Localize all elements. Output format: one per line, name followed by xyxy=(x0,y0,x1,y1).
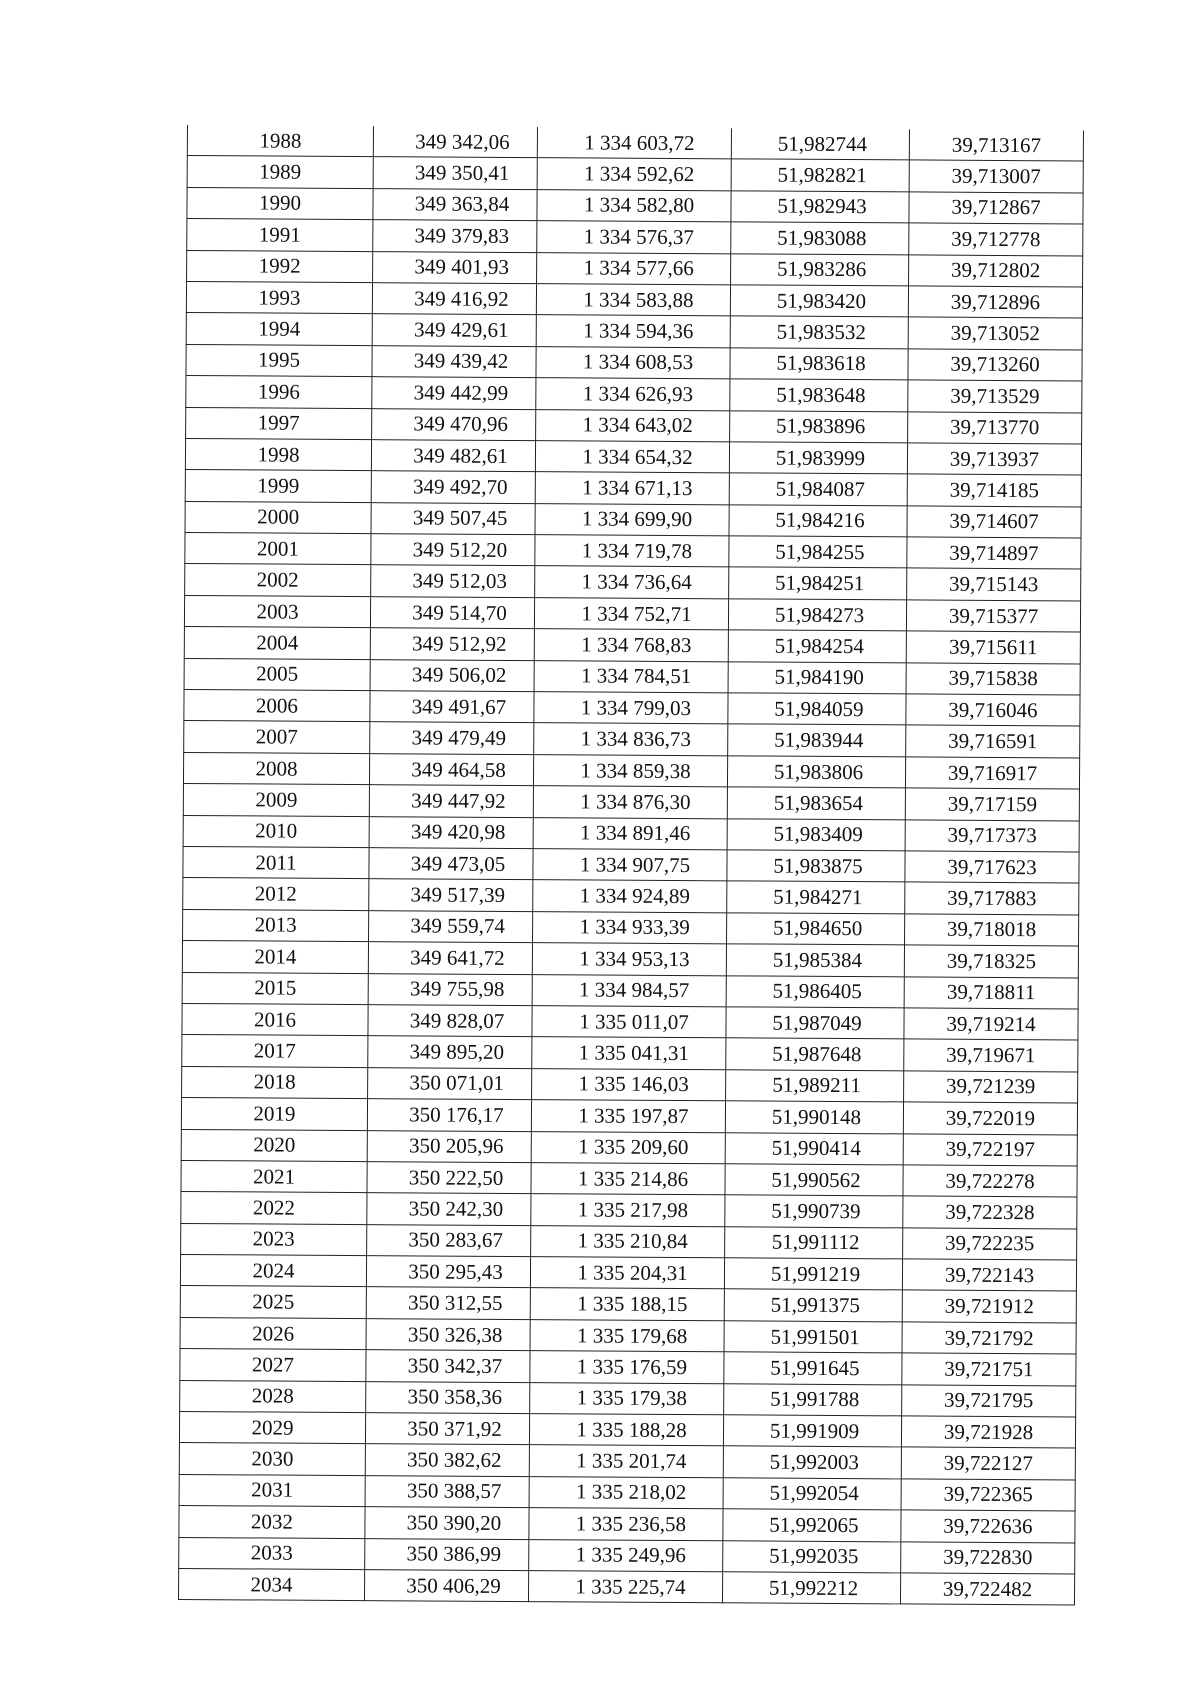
y-coordinate-cell: 1 334 583,88 xyxy=(536,284,730,317)
year-cell: 2021 xyxy=(181,1160,367,1193)
y-coordinate-cell: 1 335 204,31 xyxy=(530,1257,724,1290)
y-coordinate-cell: 1 335 249,96 xyxy=(529,1539,723,1572)
longitude-cell: 39,715377 xyxy=(906,600,1080,632)
latitude-cell: 51,982744 xyxy=(731,128,909,160)
y-coordinate-cell: 1 334 876,30 xyxy=(533,786,727,819)
longitude-cell: 39,721792 xyxy=(902,1322,1076,1354)
longitude-cell: 39,722127 xyxy=(901,1447,1075,1479)
x-coordinate-cell: 349 491,67 xyxy=(370,691,534,723)
longitude-cell: 39,719671 xyxy=(904,1039,1078,1071)
x-coordinate-cell: 349 350,41 xyxy=(373,157,537,189)
y-coordinate-cell: 1 334 924,89 xyxy=(533,880,727,913)
x-coordinate-cell: 349 342,06 xyxy=(373,126,537,158)
longitude-cell: 39,717159 xyxy=(905,788,1079,820)
longitude-cell: 39,715143 xyxy=(907,568,1081,600)
latitude-cell: 51,991645 xyxy=(724,1352,902,1384)
x-coordinate-cell: 349 512,92 xyxy=(370,628,534,660)
year-cell: 1996 xyxy=(186,376,372,409)
year-cell: 1992 xyxy=(187,250,373,283)
table-row xyxy=(178,1568,1074,1605)
y-coordinate-cell: 1 334 719,78 xyxy=(535,535,729,568)
x-coordinate-cell: 349 641,72 xyxy=(368,942,532,974)
latitude-cell: 51,983420 xyxy=(730,285,908,317)
year-cell: 1994 xyxy=(186,313,372,346)
year-cell: 2024 xyxy=(180,1255,366,1288)
x-coordinate-cell: 350 386,99 xyxy=(365,1538,529,1570)
x-coordinate-cell: 350 295,43 xyxy=(366,1256,530,1288)
year-cell: 2006 xyxy=(184,690,370,723)
year-cell: 2031 xyxy=(179,1474,365,1507)
x-coordinate-cell: 349 559,74 xyxy=(369,910,533,942)
coordinates-table xyxy=(178,125,1084,1606)
y-coordinate-cell: 1 334 654,32 xyxy=(535,441,729,474)
year-cell: 2019 xyxy=(181,1098,367,1131)
y-coordinate-cell: 1 334 671,13 xyxy=(535,472,729,505)
latitude-cell: 51,991909 xyxy=(723,1415,901,1447)
y-coordinate-cell: 1 334 984,57 xyxy=(532,974,726,1007)
year-cell: 2005 xyxy=(184,658,370,691)
year-cell: 2015 xyxy=(182,972,368,1005)
y-coordinate-cell: 1 334 592,62 xyxy=(537,158,731,191)
longitude-cell: 39,721751 xyxy=(902,1353,1076,1385)
year-cell: 1989 xyxy=(187,156,373,189)
y-coordinate-cell: 1 334 752,71 xyxy=(534,597,728,630)
latitude-cell: 51,984255 xyxy=(729,536,907,568)
year-cell: 2027 xyxy=(180,1349,366,1382)
latitude-cell: 51,984650 xyxy=(727,913,905,945)
year-cell: 1999 xyxy=(185,470,371,503)
year-cell: 2011 xyxy=(183,846,369,879)
year-cell: 2003 xyxy=(184,595,370,628)
longitude-cell: 39,717883 xyxy=(905,882,1079,914)
latitude-cell: 51,983806 xyxy=(727,756,905,788)
x-coordinate-cell: 349 514,70 xyxy=(370,596,534,628)
longitude-cell: 39,718325 xyxy=(904,945,1078,977)
year-cell: 2001 xyxy=(185,533,371,566)
longitude-cell: 39,713167 xyxy=(909,129,1083,161)
y-coordinate-cell: 1 335 197,87 xyxy=(531,1100,725,1133)
longitude-cell: 39,722235 xyxy=(903,1228,1077,1260)
longitude-cell: 39,713260 xyxy=(908,349,1082,381)
x-coordinate-cell: 349 512,03 xyxy=(371,565,535,597)
year-cell: 2013 xyxy=(183,909,369,942)
longitude-cell: 39,717623 xyxy=(905,851,1079,883)
longitude-cell: 39,721795 xyxy=(902,1385,1076,1417)
year-cell: 2004 xyxy=(184,627,370,660)
latitude-cell: 51,992035 xyxy=(723,1540,901,1572)
longitude-cell: 39,718811 xyxy=(904,976,1078,1008)
latitude-cell: 51,985384 xyxy=(726,944,904,976)
x-coordinate-cell: 349 828,07 xyxy=(368,1005,532,1037)
y-coordinate-cell: 1 334 577,66 xyxy=(537,252,731,285)
latitude-cell: 51,984273 xyxy=(728,599,906,631)
longitude-cell: 39,716917 xyxy=(905,757,1079,789)
longitude-cell: 39,722482 xyxy=(900,1573,1074,1605)
latitude-cell: 51,982943 xyxy=(731,191,909,223)
year-cell: 2017 xyxy=(182,1035,368,1068)
latitude-cell: 51,983896 xyxy=(730,410,908,442)
x-coordinate-cell: 349 479,49 xyxy=(370,722,534,754)
longitude-cell: 39,712778 xyxy=(909,223,1083,255)
x-coordinate-cell: 349 379,83 xyxy=(373,220,537,252)
latitude-cell: 51,983654 xyxy=(727,787,905,819)
x-coordinate-cell: 350 382,62 xyxy=(365,1444,529,1476)
x-coordinate-cell: 349 363,84 xyxy=(373,188,537,220)
year-cell: 1988 xyxy=(187,125,373,157)
latitude-cell: 51,990148 xyxy=(725,1101,903,1133)
x-coordinate-cell: 349 442,99 xyxy=(372,377,536,409)
latitude-cell: 51,983875 xyxy=(727,850,905,882)
year-cell: 1995 xyxy=(186,344,372,377)
longitude-cell: 39,713007 xyxy=(909,160,1083,192)
x-coordinate-cell: 350 242,30 xyxy=(367,1193,531,1225)
longitude-cell: 39,716046 xyxy=(906,694,1080,726)
latitude-cell: 51,984087 xyxy=(729,473,907,505)
x-coordinate-cell: 349 401,93 xyxy=(373,251,537,283)
longitude-cell: 39,721928 xyxy=(901,1416,1075,1448)
longitude-cell: 39,714607 xyxy=(907,506,1081,538)
x-coordinate-cell: 349 464,58 xyxy=(369,753,533,785)
y-coordinate-cell: 1 334 836,73 xyxy=(534,723,728,756)
y-coordinate-cell: 1 334 594,36 xyxy=(536,315,730,348)
longitude-cell: 39,722328 xyxy=(903,1196,1077,1228)
y-coordinate-cell: 1 334 891,46 xyxy=(533,817,727,850)
latitude-cell: 51,982821 xyxy=(731,159,909,191)
year-cell: 1998 xyxy=(185,438,371,471)
latitude-cell: 51,983999 xyxy=(729,442,907,474)
latitude-cell: 51,983532 xyxy=(730,316,908,348)
x-coordinate-cell: 349 420,98 xyxy=(369,816,533,848)
longitude-cell: 39,722278 xyxy=(903,1165,1077,1197)
longitude-cell: 39,721912 xyxy=(902,1290,1076,1322)
x-coordinate-cell: 349 416,92 xyxy=(372,283,536,315)
x-coordinate-cell: 350 176,17 xyxy=(367,1099,531,1131)
y-coordinate-cell: 1 334 736,64 xyxy=(535,566,729,599)
longitude-cell: 39,715838 xyxy=(906,663,1080,695)
x-coordinate-cell: 350 326,38 xyxy=(366,1318,530,1350)
year-cell: 2016 xyxy=(182,1003,368,1036)
year-cell: 2000 xyxy=(185,501,371,534)
y-coordinate-cell: 1 334 907,75 xyxy=(533,849,727,882)
x-coordinate-cell: 350 312,55 xyxy=(366,1287,530,1319)
latitude-cell: 51,984251 xyxy=(729,567,907,599)
longitude-cell: 39,721239 xyxy=(904,1071,1078,1103)
y-coordinate-cell: 1 334 603,72 xyxy=(537,127,731,159)
latitude-cell: 51,990414 xyxy=(725,1132,903,1164)
longitude-cell: 39,712867 xyxy=(909,192,1083,224)
latitude-cell: 51,983618 xyxy=(730,348,908,380)
longitude-cell: 39,712896 xyxy=(908,286,1082,318)
year-cell: 2002 xyxy=(185,564,371,597)
latitude-cell: 51,983088 xyxy=(731,222,909,254)
x-coordinate-cell: 349 512,20 xyxy=(371,534,535,566)
year-cell: 2014 xyxy=(182,941,368,974)
latitude-cell: 51,983648 xyxy=(730,379,908,411)
longitude-cell: 39,718018 xyxy=(905,914,1079,946)
x-coordinate-cell: 349 506,02 xyxy=(370,659,534,691)
year-cell: 2008 xyxy=(183,752,369,785)
year-cell: 2028 xyxy=(180,1380,366,1413)
year-cell: 2034 xyxy=(178,1568,364,1601)
x-coordinate-cell: 349 895,20 xyxy=(368,1036,532,1068)
year-cell: 2023 xyxy=(181,1223,367,1256)
latitude-cell: 51,983286 xyxy=(731,253,909,285)
longitude-cell: 39,712802 xyxy=(909,254,1083,286)
y-coordinate-cell: 1 334 608,53 xyxy=(536,346,730,379)
y-coordinate-cell: 1 335 146,03 xyxy=(532,1068,726,1101)
latitude-cell: 51,983944 xyxy=(728,724,906,756)
year-cell: 2010 xyxy=(183,815,369,848)
y-coordinate-cell: 1 334 626,93 xyxy=(536,378,730,411)
longitude-cell: 39,722143 xyxy=(902,1259,1076,1291)
x-coordinate-cell: 349 492,70 xyxy=(371,471,535,503)
y-coordinate-cell: 1 335 188,15 xyxy=(530,1288,724,1321)
year-cell: 2032 xyxy=(179,1506,365,1539)
latitude-cell: 51,983409 xyxy=(727,818,905,850)
latitude-cell: 51,984059 xyxy=(728,693,906,725)
y-coordinate-cell: 1 335 011,07 xyxy=(532,1006,726,1039)
year-cell: 1990 xyxy=(187,187,373,220)
year-cell: 2033 xyxy=(179,1537,365,1570)
y-coordinate-cell: 1 334 784,51 xyxy=(534,660,728,693)
latitude-cell: 51,991375 xyxy=(724,1289,902,1321)
y-coordinate-cell: 1 334 859,38 xyxy=(533,754,727,787)
latitude-cell: 51,986405 xyxy=(726,975,904,1007)
y-coordinate-cell: 1 334 768,83 xyxy=(534,629,728,662)
y-coordinate-cell: 1 334 699,90 xyxy=(535,503,729,536)
x-coordinate-cell: 350 406,29 xyxy=(364,1570,528,1602)
y-coordinate-cell: 1 334 799,03 xyxy=(534,692,728,725)
longitude-cell: 39,722636 xyxy=(901,1510,1075,1542)
y-coordinate-cell: 1 335 188,28 xyxy=(529,1414,723,1447)
x-coordinate-cell: 349 473,05 xyxy=(369,848,533,880)
latitude-cell: 51,991501 xyxy=(724,1321,902,1353)
latitude-cell: 51,990562 xyxy=(725,1164,903,1196)
year-cell: 2026 xyxy=(180,1317,366,1350)
y-coordinate-cell: 1 335 217,98 xyxy=(531,1194,725,1227)
y-coordinate-cell: 1 335 210,84 xyxy=(531,1225,725,1258)
year-cell: 1993 xyxy=(186,281,372,314)
y-coordinate-cell: 1 335 218,02 xyxy=(529,1476,723,1509)
x-coordinate-cell: 349 507,45 xyxy=(371,502,535,534)
longitude-cell: 39,713529 xyxy=(908,380,1082,412)
x-coordinate-cell: 350 283,67 xyxy=(367,1224,531,1256)
year-cell: 1997 xyxy=(186,407,372,440)
latitude-cell: 51,991788 xyxy=(724,1383,902,1415)
year-cell: 2018 xyxy=(182,1066,368,1099)
longitude-cell: 39,722365 xyxy=(901,1479,1075,1511)
x-coordinate-cell: 350 358,36 xyxy=(366,1381,530,1413)
latitude-cell: 51,992003 xyxy=(723,1446,901,1478)
longitude-cell: 39,713937 xyxy=(907,443,1081,475)
longitude-cell: 39,722830 xyxy=(901,1541,1075,1573)
x-coordinate-cell: 349 429,61 xyxy=(372,314,536,346)
latitude-cell: 51,987049 xyxy=(726,1007,904,1039)
y-coordinate-cell: 1 334 643,02 xyxy=(536,409,730,442)
x-coordinate-cell: 350 390,20 xyxy=(365,1507,529,1539)
year-cell: 2030 xyxy=(179,1443,365,1476)
y-coordinate-cell: 1 335 214,86 xyxy=(531,1163,725,1196)
longitude-cell: 39,713770 xyxy=(908,411,1082,443)
x-coordinate-cell: 349 755,98 xyxy=(368,973,532,1005)
longitude-cell: 39,722019 xyxy=(903,1102,1077,1134)
y-coordinate-cell: 1 335 041,31 xyxy=(532,1037,726,1070)
year-cell: 2020 xyxy=(181,1129,367,1162)
latitude-cell: 51,987648 xyxy=(726,1038,904,1070)
year-cell: 2029 xyxy=(179,1411,365,1444)
y-coordinate-cell: 1 334 953,13 xyxy=(532,943,726,976)
latitude-cell: 51,990739 xyxy=(725,1195,903,1227)
longitude-cell: 39,722197 xyxy=(903,1133,1077,1165)
x-coordinate-cell: 350 222,50 xyxy=(367,1162,531,1194)
x-coordinate-cell: 350 388,57 xyxy=(365,1475,529,1507)
y-coordinate-cell: 1 335 179,38 xyxy=(530,1382,724,1415)
y-coordinate-cell: 1 334 576,37 xyxy=(537,221,731,254)
x-coordinate-cell: 350 342,37 xyxy=(366,1350,530,1382)
y-coordinate-cell: 1 335 176,59 xyxy=(530,1351,724,1384)
latitude-cell: 51,991219 xyxy=(724,1258,902,1290)
y-coordinate-cell: 1 335 225,74 xyxy=(528,1571,722,1604)
latitude-cell: 51,984216 xyxy=(729,505,907,537)
year-cell: 2012 xyxy=(183,878,369,911)
longitude-cell: 39,713052 xyxy=(908,317,1082,349)
longitude-cell: 39,714185 xyxy=(907,474,1081,506)
x-coordinate-cell: 349 482,61 xyxy=(371,440,535,472)
latitude-cell: 51,992065 xyxy=(723,1509,901,1541)
longitude-cell: 39,714897 xyxy=(907,537,1081,569)
latitude-cell: 51,992212 xyxy=(722,1572,900,1604)
longitude-cell: 39,715611 xyxy=(906,631,1080,663)
longitude-cell: 39,719214 xyxy=(904,1008,1078,1040)
x-coordinate-cell: 349 439,42 xyxy=(372,345,536,377)
y-coordinate-cell: 1 335 179,68 xyxy=(530,1319,724,1352)
x-coordinate-cell: 350 371,92 xyxy=(365,1413,529,1445)
y-coordinate-cell: 1 334 582,80 xyxy=(537,189,731,222)
year-cell: 2007 xyxy=(184,721,370,754)
x-coordinate-cell: 350 205,96 xyxy=(367,1130,531,1162)
year-cell: 2025 xyxy=(180,1286,366,1319)
x-coordinate-cell: 349 517,39 xyxy=(369,879,533,911)
latitude-cell: 51,991112 xyxy=(725,1226,903,1258)
latitude-cell: 51,984190 xyxy=(728,661,906,693)
y-coordinate-cell: 1 334 933,39 xyxy=(533,911,727,944)
latitude-cell: 51,984254 xyxy=(728,630,906,662)
x-coordinate-cell: 350 071,01 xyxy=(368,1067,532,1099)
longitude-cell: 39,716591 xyxy=(906,725,1080,757)
longitude-cell: 39,717373 xyxy=(905,819,1079,851)
year-cell: 1991 xyxy=(187,219,373,252)
x-coordinate-cell: 349 470,96 xyxy=(372,408,536,440)
x-coordinate-cell: 349 447,92 xyxy=(369,785,533,817)
latitude-cell: 51,992054 xyxy=(723,1478,901,1510)
y-coordinate-cell: 1 335 209,60 xyxy=(531,1131,725,1164)
y-coordinate-cell: 1 335 236,58 xyxy=(529,1508,723,1541)
latitude-cell: 51,989211 xyxy=(726,1070,904,1102)
year-cell: 2022 xyxy=(181,1192,367,1225)
y-coordinate-cell: 1 335 201,74 xyxy=(529,1445,723,1478)
latitude-cell: 51,984271 xyxy=(727,881,905,913)
table-body xyxy=(178,125,1083,1605)
year-cell: 2009 xyxy=(183,784,369,817)
